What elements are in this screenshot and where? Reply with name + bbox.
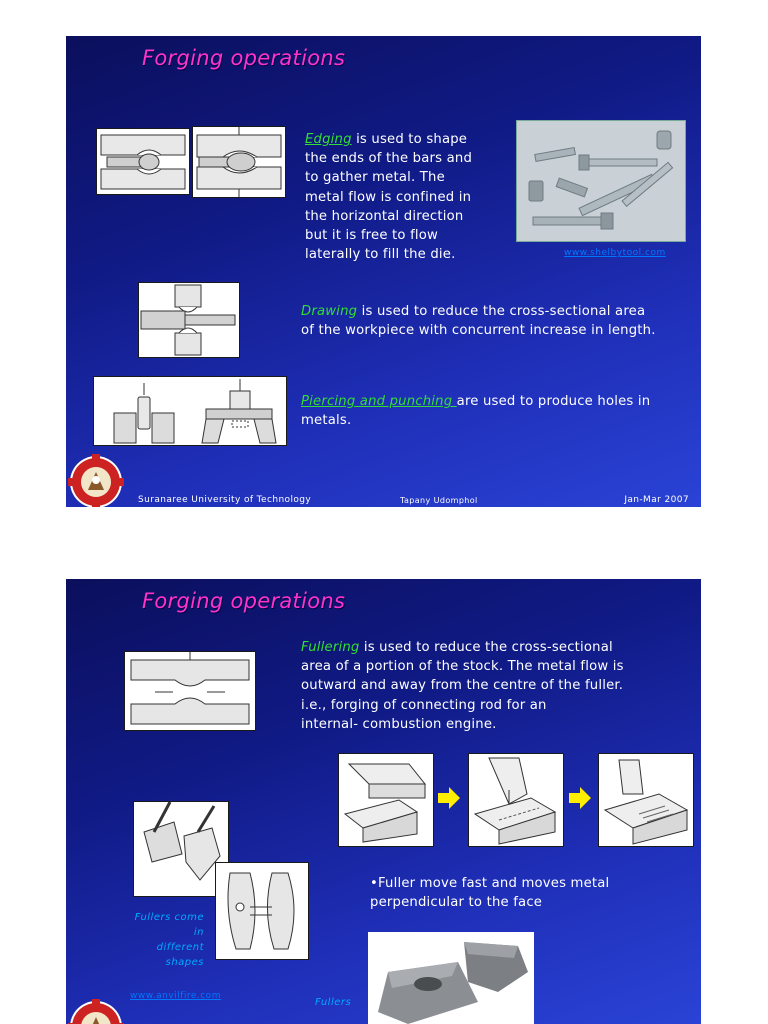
- fullering-line: area of a portion of the stock. The metal flow is: [301, 659, 624, 675]
- drawing-line: of the workpiece with concurrent increase in length.: [301, 323, 656, 339]
- fullering-line: is used to reduce the cross-sectional: [359, 640, 613, 655]
- fullers-shapes-caption: [126, 910, 204, 970]
- slide-title: Forging operations: [142, 589, 346, 613]
- fuller-step-2-figure: [468, 753, 564, 847]
- edging-line: the ends of the bars and: [305, 151, 473, 167]
- drawing-description: [301, 302, 691, 340]
- fuller-step-1-figure: [338, 753, 434, 847]
- slide-forging-operations-2: [66, 579, 701, 1024]
- fullers-photo: [368, 932, 534, 1024]
- edging-line: but it is free to flow: [305, 228, 439, 244]
- piercing-figure: [93, 376, 287, 446]
- photo-source-link[interactable]: www.shelbytool.com: [564, 248, 666, 258]
- caption-line: shapes: [165, 957, 204, 968]
- university-logo: [68, 999, 124, 1024]
- edging-description: [305, 130, 515, 264]
- arrow-right-icon: [438, 787, 460, 813]
- piercing-description: [301, 392, 691, 430]
- fullering-line: i.e., forging of connecting rod for an: [301, 697, 547, 713]
- piercing-line: metals.: [301, 413, 352, 429]
- fullering-description: [301, 638, 691, 734]
- edging-line: is used to shape: [351, 132, 468, 147]
- piercing-line: are used to produce holes in: [456, 394, 651, 409]
- fullers-photo-caption: Fullers: [315, 997, 352, 1008]
- fuller-step-3-figure: [598, 753, 694, 847]
- bolts-photo: [516, 120, 686, 242]
- footer-date: Jan-Mar 2007: [624, 495, 689, 505]
- fuller-bullet: [370, 874, 670, 912]
- arrow-right-icon: [569, 787, 591, 813]
- piercing-term: Piercing and punching: [301, 394, 457, 409]
- edging-figure-right: [192, 126, 286, 198]
- edging-line: to gather metal. The: [305, 170, 445, 186]
- caption-line: different: [156, 942, 204, 953]
- fullering-line: internal- combustion engine.: [301, 716, 497, 732]
- edging-line: metal flow is confined in: [305, 189, 472, 205]
- fuller-bullet-line: perpendicular to the face: [370, 895, 543, 911]
- edging-line: the horizontal direction: [305, 208, 464, 224]
- drawing-line: is used to reduce the cross-sectional area: [357, 304, 646, 319]
- fullering-line: outward and away from the centre of the fuller.: [301, 678, 624, 694]
- fullering-figure: [124, 651, 256, 731]
- footer-institution: Suranaree University of Technology: [138, 495, 312, 505]
- edging-line: laterally to fill the die.: [305, 247, 456, 263]
- fullering-term: Fullering: [301, 640, 360, 655]
- anvilfire-link[interactable]: www.anvilfire.com: [130, 991, 221, 1001]
- fuller-tools-sketch-2: [215, 862, 309, 960]
- footer-author: Tapany Udomphol: [400, 496, 478, 505]
- slide-title: Forging operations: [142, 46, 346, 70]
- caption-line: Fullers come: [134, 912, 204, 923]
- fuller-bullet-line: •Fuller move fast and moves metal: [370, 876, 610, 891]
- slide-forging-operations-1: [66, 36, 701, 507]
- university-logo: [68, 454, 124, 507]
- drawing-figure: [138, 282, 240, 358]
- edging-figure-left: [96, 128, 190, 195]
- drawing-term: Drawing: [301, 304, 358, 319]
- caption-line: in: [193, 927, 204, 938]
- edging-term: Edging: [305, 132, 352, 147]
